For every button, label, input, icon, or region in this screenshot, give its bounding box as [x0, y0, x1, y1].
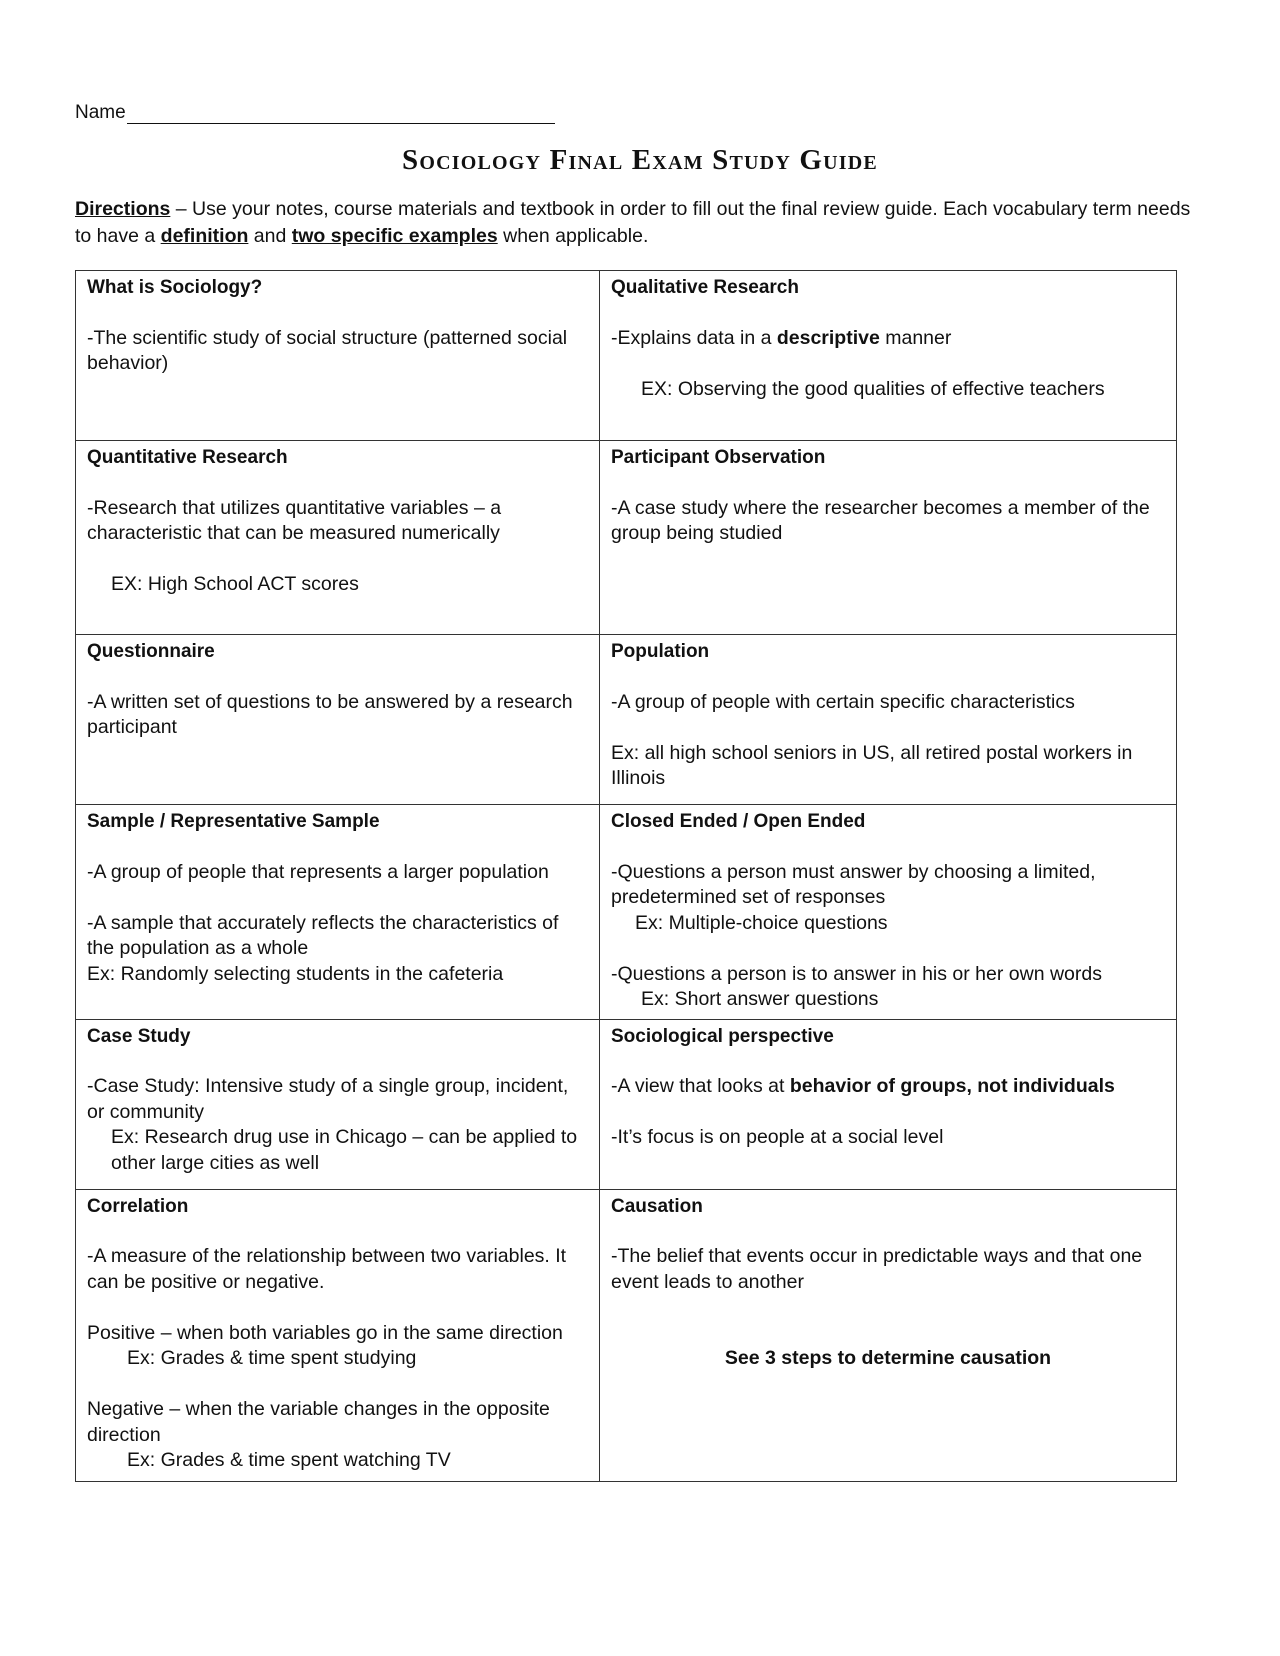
causation-note: See 3 steps to determine causation	[724, 1347, 1052, 1369]
name-field[interactable]	[75, 102, 555, 124]
cell-population	[600, 635, 1177, 805]
definition-text: -Research that utilizes quantitative variables – a characteristic that can be measured numerically	[87, 496, 502, 544]
term-heading: Correlation	[87, 1195, 189, 1217]
positive-text: Positive – when both variables go in the same direction	[87, 1321, 563, 1344]
term-heading: Participant Observation	[611, 447, 826, 468]
cell-quantitative-research	[76, 441, 600, 635]
term-heading: Quantitative Research	[87, 447, 288, 468]
definition-text: -It’s focus is on people at a social level	[611, 1126, 944, 1148]
definition-text: -A group of people that represents a larger population	[87, 860, 549, 883]
table-row	[76, 805, 1177, 1020]
example-text: Ex: Grades & time spent studying	[127, 1347, 417, 1369]
definition-text: -Case Study: Intensive study of a single group, incident, or community	[87, 1075, 569, 1123]
cell-qualitative-research	[600, 271, 1177, 441]
term-heading: Questionnaire	[87, 641, 215, 662]
definition-text: -A sample that accurately reflects the characteristics of the population as a whole	[87, 911, 559, 959]
term-heading: What is Sociology?	[87, 277, 263, 298]
definition-text: -The scientific study of social structure (patterned social behavior)	[87, 326, 568, 374]
directions-text-2: when applicable.	[497, 225, 649, 247]
vocabulary-table	[75, 270, 1177, 1482]
page-title: Sociology Final Exam Study Guide	[402, 144, 878, 176]
table-row	[76, 635, 1177, 805]
table-row	[76, 271, 1177, 441]
cell-closed-open-ended	[600, 805, 1177, 1020]
term-heading: Sociological perspective	[611, 1025, 834, 1047]
name-label: Name	[75, 102, 126, 123]
example-text: Ex: Short answer questions	[641, 988, 879, 1010]
directions-text-1: – Use your notes, course materials and textbook in order to fill out the final review guide. Each vocabulary term needs to have a	[75, 198, 1191, 247]
example-text: Ex: Multiple-choice questions	[635, 911, 888, 934]
cell-participant-observation	[600, 441, 1177, 635]
definition-text: -Questions a person must answer by choosing a limited, predetermined set of responses	[611, 860, 1096, 908]
term-heading: Case Study	[87, 1025, 191, 1047]
table-row	[76, 441, 1177, 635]
negative-text: Negative – when the variable changes in the opposite direction	[87, 1398, 550, 1446]
cell-case-study	[76, 1019, 600, 1189]
definition-text: -A view that looks at behavior of groups, not individuals	[611, 1075, 1115, 1097]
example-text: Ex: Randomly selecting students in the cafeteria	[87, 962, 504, 985]
definition-text: -A measure of the relationship between two variables. It can be positive or negative.	[87, 1245, 567, 1293]
term-heading: Sample / Representative Sample	[87, 811, 380, 832]
example-text: EX: High School ACT scores	[111, 573, 359, 595]
term-heading: Closed Ended / Open Ended	[611, 811, 866, 832]
cell-sociological-perspective	[600, 1019, 1177, 1189]
directions-paragraph	[75, 196, 1195, 250]
directions-label: Directions	[75, 198, 171, 220]
definition-text: -A written set of questions to be answered by a research participant	[87, 690, 573, 738]
table-row	[76, 1189, 1177, 1481]
definition-text: -A case study where the researcher becomes a member of the group being studied	[611, 496, 1150, 544]
cell-correlation	[76, 1189, 600, 1481]
term-heading: Qualitative Research	[611, 277, 799, 298]
term-heading: Causation	[611, 1195, 703, 1217]
example-text: Ex: Research drug use in Chicago – can be applied to other large cities as well	[111, 1126, 578, 1174]
definition-text: -A group of people with certain specific characteristics	[611, 690, 1075, 713]
cell-questionnaire	[76, 635, 600, 805]
table-row	[76, 1019, 1177, 1189]
example-text: Ex: all high school seniors in US, all retired postal workers in Illinois	[611, 741, 1133, 789]
definition-text: -Explains data in a descriptive manner	[611, 326, 952, 349]
directions-and: and	[248, 225, 292, 247]
definition-text: -The belief that events occur in predictable ways and that one event leads to another	[611, 1245, 1143, 1293]
example-text: EX: Observing the good qualities of effective teachers	[641, 377, 1105, 400]
cell-causation	[600, 1189, 1177, 1481]
definition-emphasis: definition	[160, 225, 249, 247]
term-heading: Population	[611, 641, 710, 662]
cell-sociology	[76, 271, 600, 441]
cell-sample	[76, 805, 600, 1020]
examples-emphasis: two specific examples	[291, 225, 498, 247]
example-text: Ex: Grades & time spent watching TV	[127, 1449, 451, 1471]
name-blank-line[interactable]	[127, 103, 555, 124]
definition-text: -Questions a person is to answer in his or her own words	[611, 962, 1102, 985]
